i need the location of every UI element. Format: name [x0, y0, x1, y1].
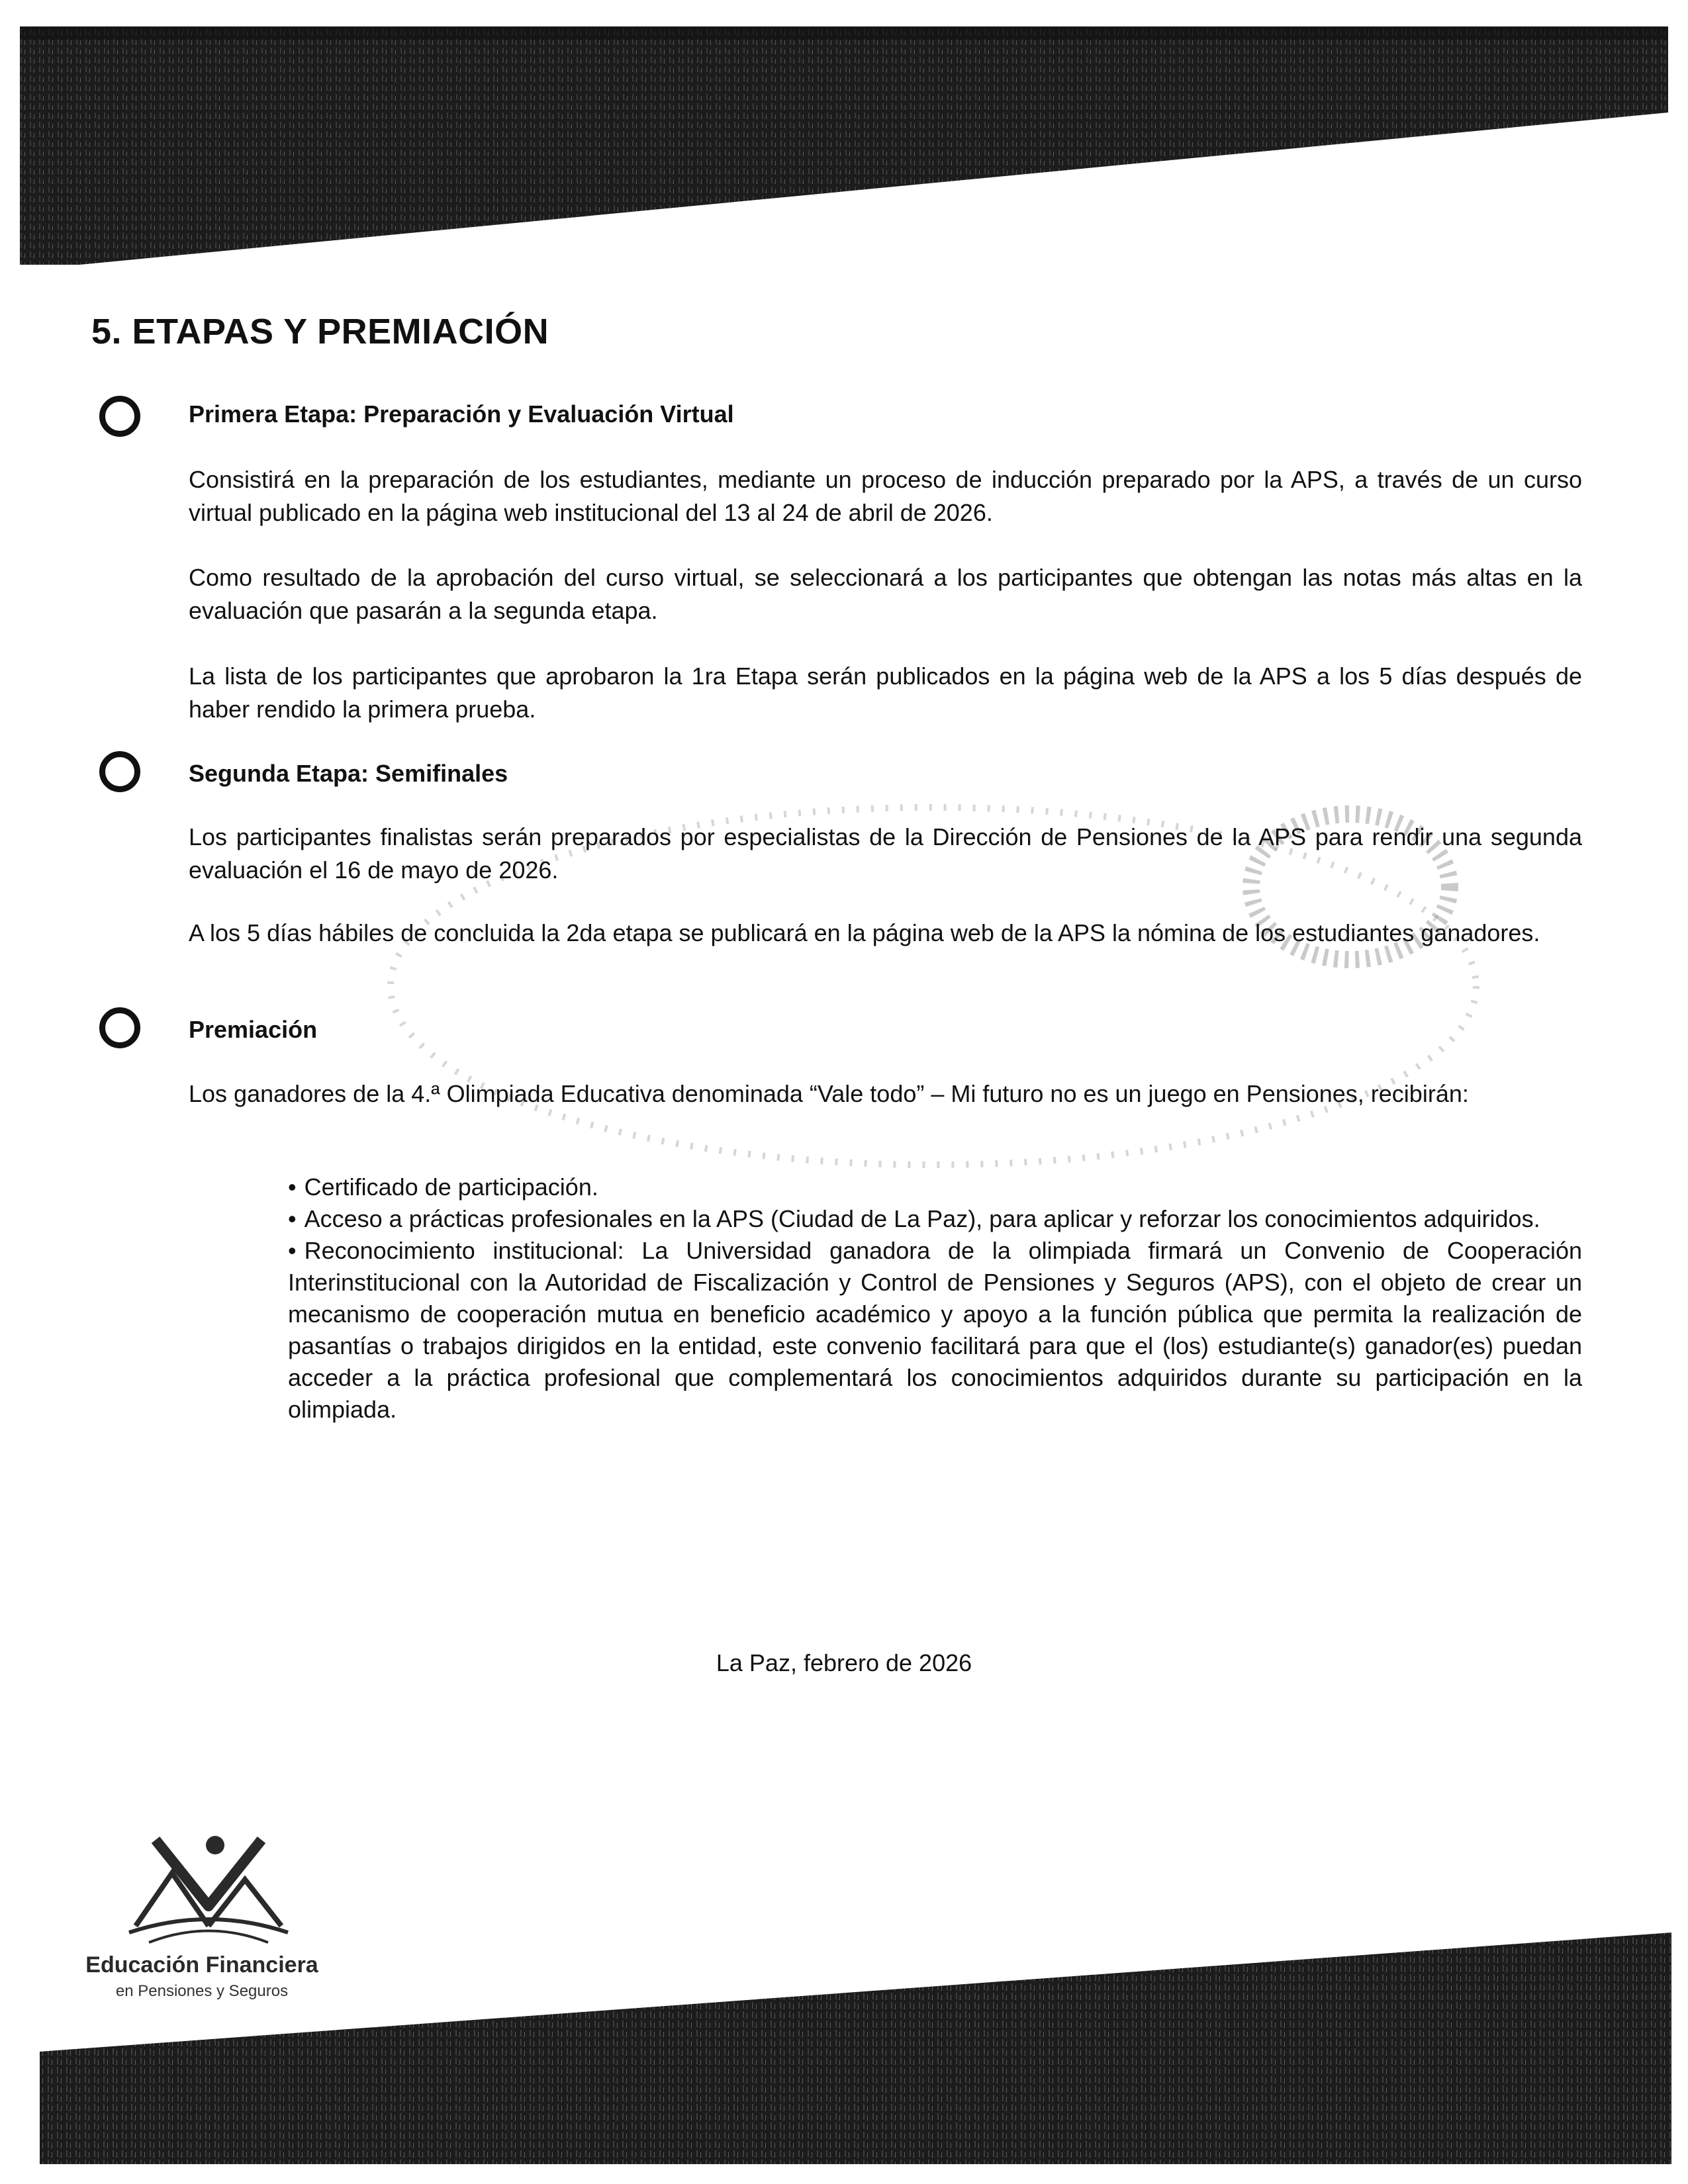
list-item: • Certificado de participación. [288, 1171, 1582, 1203]
circle-icon [99, 1007, 140, 1048]
stage-paragraph: La lista de los participantes que aprobaron la 1ra Etapa serán publicados en la página web de la APS a los 5 días después de haber rendido la primera prueba. [189, 662, 1582, 723]
circle-icon [99, 751, 140, 792]
section-title: 5. ETAPAS Y PREMIACIÓN [91, 312, 549, 351]
place-date: La Paz, febrero de 2026 [716, 1649, 972, 1676]
stage-paragraph: A los 5 días hábiles de concluida la 2da etapa se publicará en la página web de la APS la nómina de los estudiantes ganadores. [189, 919, 1540, 946]
stage-heading-segunda: Segunda Etapa: Semifinales [189, 760, 508, 787]
stage-heading-premiacion: Premiación [189, 1016, 318, 1043]
list-item: • Reconocimiento institucional: La Universidad ganadora de la olimpiada firmará un Convenio de Cooperación Interinstitucional con la Autoridad de Fiscalización y Control de Pensiones y Seguros (APS), con el objeto de crear un mecanismo de cooperación mutua en beneficio académico y apoyo a la función pública que permita la realización de pasantías o trabajos dirigidos en la entidad, este convenio facilitará para que el (los) estudiante(s) ganador(es) puedan acceder a la práctica profesional que complementará los conocimientos adquiridos durante su participación en la olimpiada. [288, 1235, 1582, 1426]
stage-paragraph: Los participantes finalistas serán preparados por especialistas de la Dirección de Pensiones de la APS para rendir una segunda evaluación el 16 de mayo de 2026. [189, 823, 1582, 884]
logo-title: Educación Financiera [85, 1952, 318, 1978]
logo-icon [109, 1827, 308, 1952]
circle-icon [99, 396, 140, 437]
stage-paragraph: Consistirá en la preparación de los estudiantes, mediante un proceso de inducción preparado por la APS, a través de un curso virtual publicado en la página web institucional del 13 al 24 de abril de 2026. [189, 466, 1582, 526]
logo-subtitle: en Pensiones y Seguros [115, 1982, 289, 2000]
stage-paragraph: Como resultado de la aprobación del curso virtual, se seleccionará a los participantes que obtengan las notas más altas en la evaluación que pasarán a la segunda etapa. [189, 564, 1582, 624]
stage-paragraph: Los ganadores de la 4.ª Olimpiada Educativa denominada “Vale todo” – Mi futuro no es un juego en Pensiones, recibirán: [189, 1080, 1469, 1107]
list-item: • Acceso a prácticas profesionales en la APS (Ciudad de La Paz), para aplicar y reforzar los conocimientos adquiridos. [288, 1203, 1582, 1235]
logo [70, 1827, 334, 2012]
prize-list [288, 1171, 1582, 1426]
stage-heading-primera: Primera Etapa: Preparación y Evaluación Virtual [189, 400, 734, 428]
